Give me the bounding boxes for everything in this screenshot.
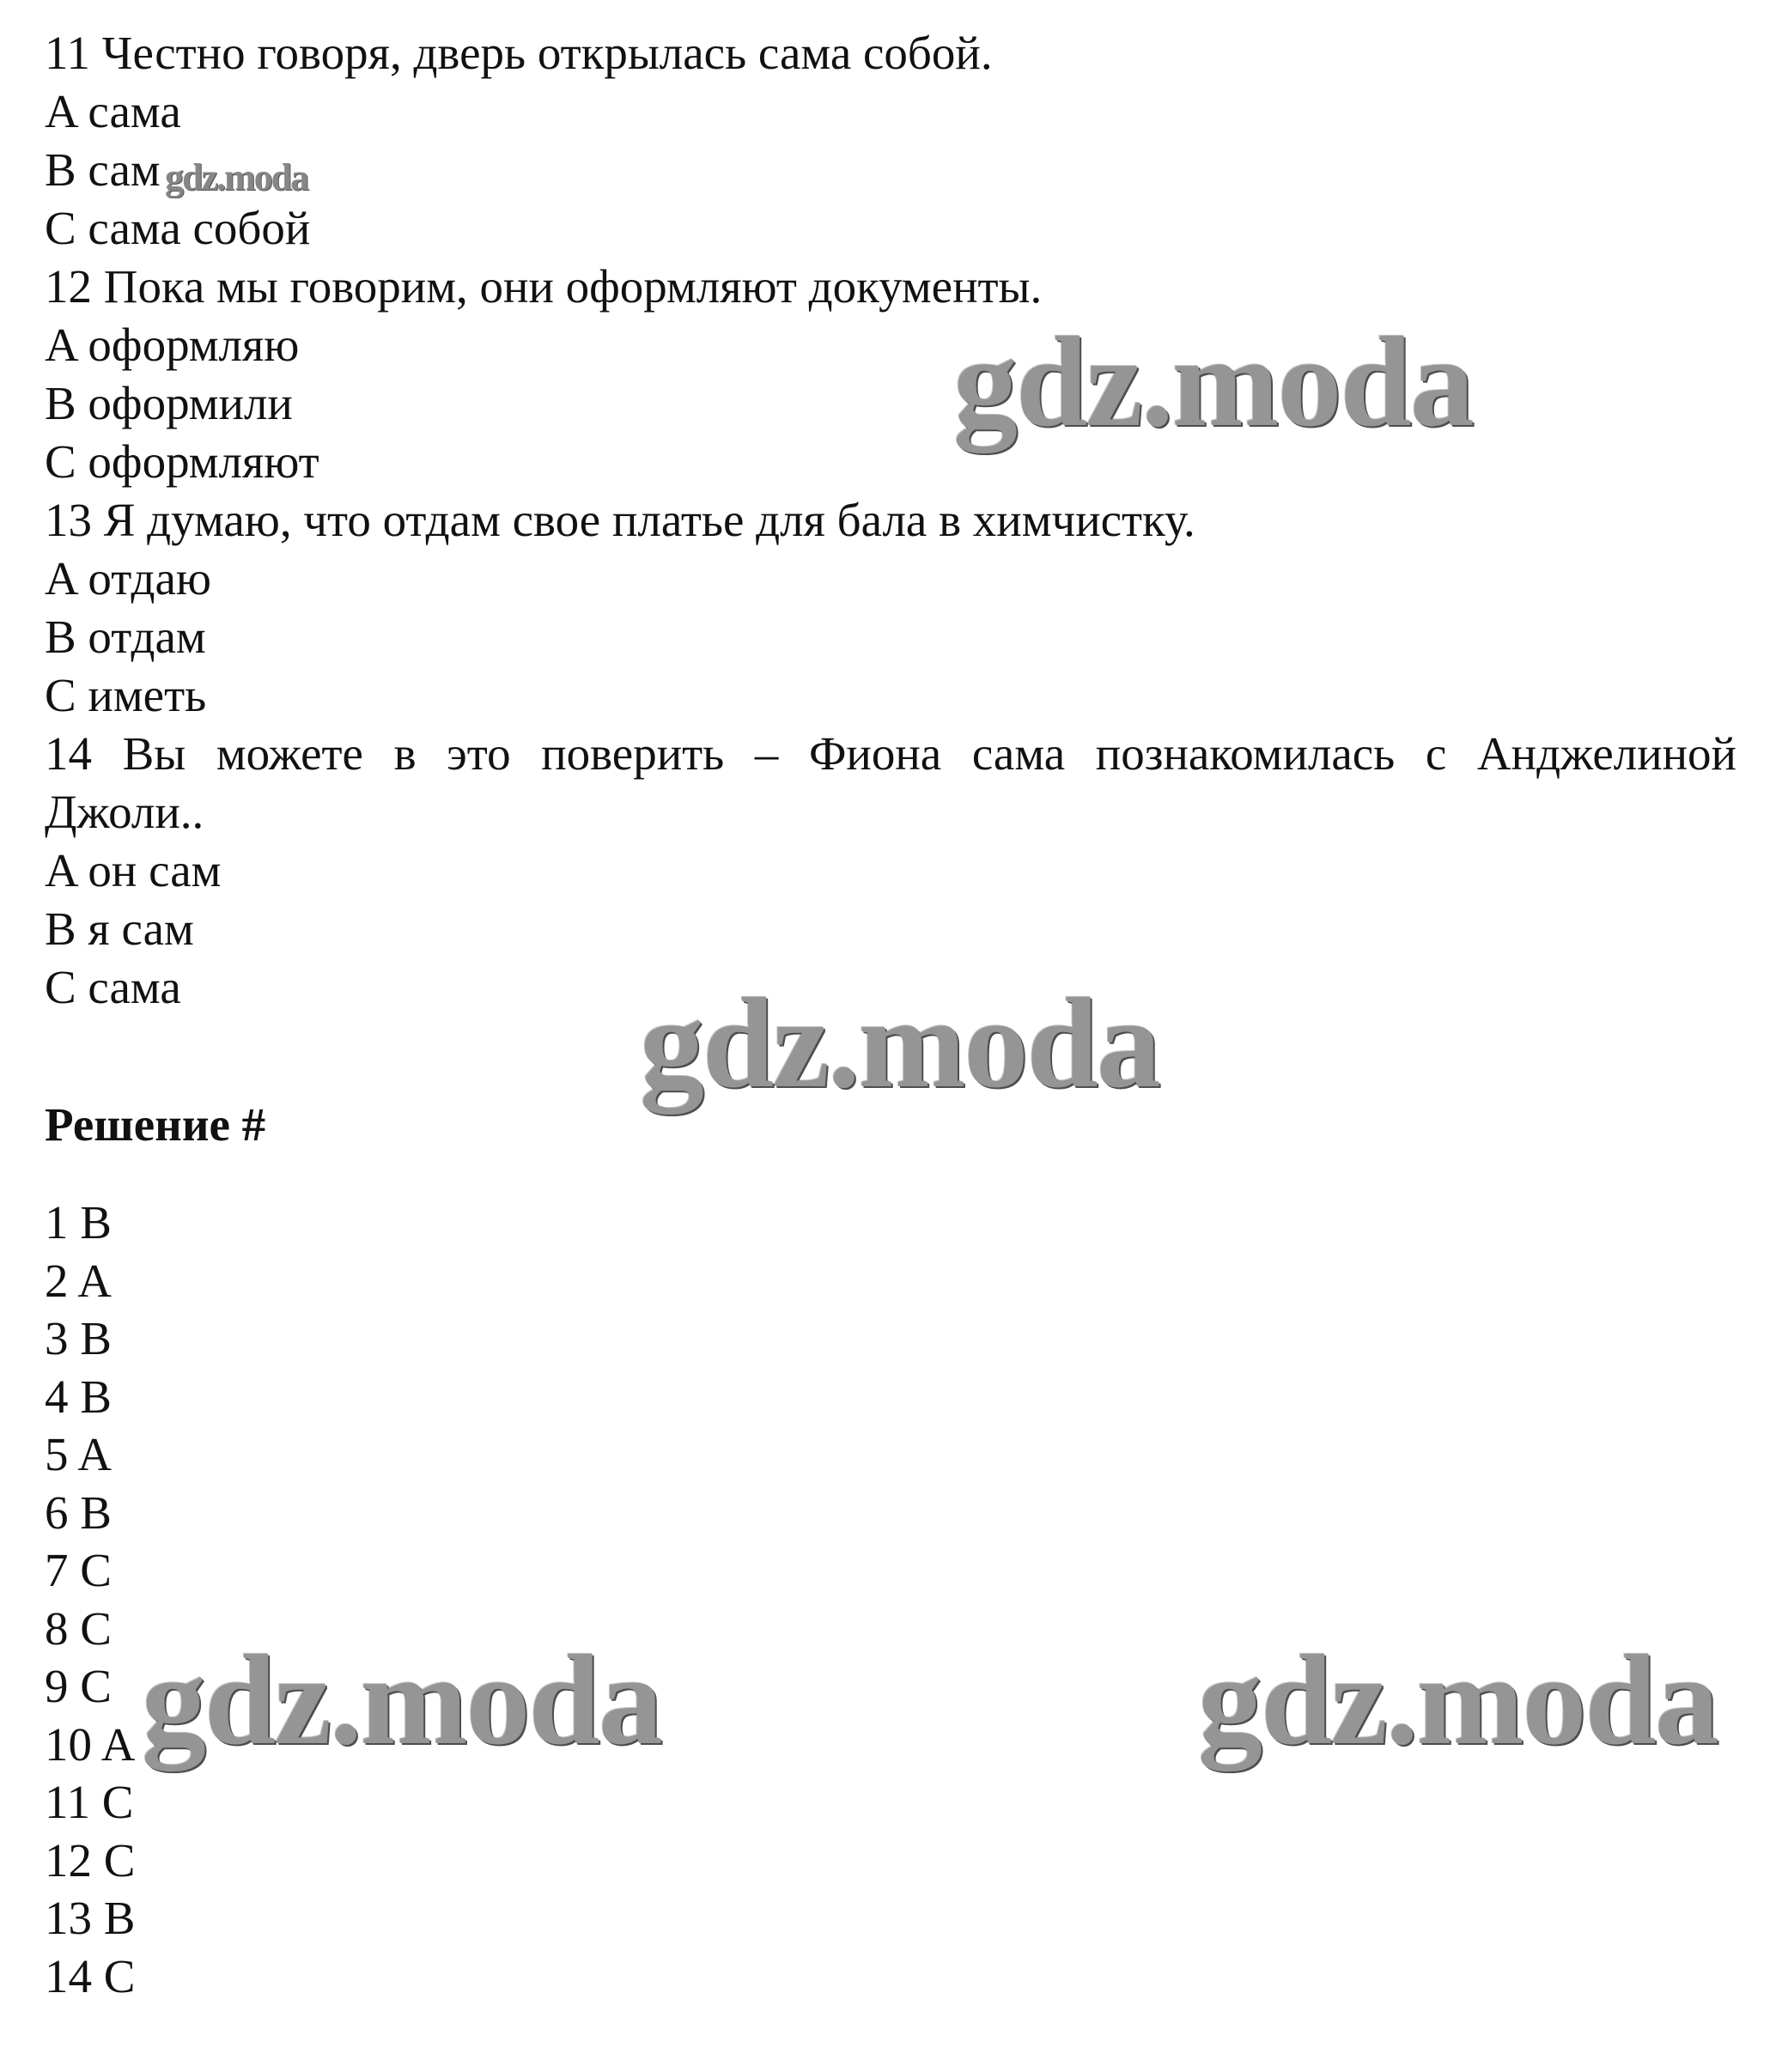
question-prompt: 12 Пока мы говорим, они оформляют документы. — [45, 260, 1043, 313]
option-a: A сама — [45, 85, 181, 137]
question-12 — [45, 258, 1736, 491]
answer-item: 4 B — [45, 1370, 112, 1423]
watermark-3: gdz.moda — [142, 1629, 661, 1771]
answer-item: 2 A — [45, 1254, 112, 1307]
option-a: A отдаю — [45, 552, 212, 605]
answer-item: 3 B — [45, 1312, 112, 1364]
answer-item: 14 C — [45, 1949, 136, 2002]
question-11 — [45, 24, 1736, 258]
question-prompt: 11 Честно говоря, дверь открылась сама собой. — [45, 27, 993, 79]
answer-item: 5 A — [45, 1428, 112, 1480]
answer-item: 10 A — [45, 1717, 136, 1771]
answer-item: 11 C — [45, 1776, 134, 1828]
option-c: C сама — [45, 961, 181, 1013]
watermark-2: gdz.moda — [640, 972, 1159, 1115]
answer-item: 8 C — [45, 1601, 112, 1655]
answer-item: 6 B — [45, 1486, 112, 1539]
option-c: C оформляют — [45, 435, 319, 488]
watermark-small: gdz.moda — [165, 156, 308, 198]
question-prompt: 13 Я думаю, что отдам свое платье для бала в химчистку. — [45, 494, 1195, 546]
watermark-4: gdz.moda — [1198, 1629, 1718, 1771]
answer-item: 7 C — [45, 1544, 112, 1596]
watermark-1: gdz.moda — [953, 311, 1473, 453]
option-b: B оформили — [45, 377, 293, 429]
question-prompt-line-1: 14 Вы можете в это поверить – Фиона сама познакомилась с Анджелиной — [45, 727, 1736, 780]
question-13 — [45, 491, 1736, 725]
answer-item: 9 C — [45, 1660, 112, 1712]
answer-list — [45, 1194, 1736, 2005]
question-prompt-line-2: Джоли.. — [45, 786, 204, 838]
option-a: A оформляю — [45, 319, 300, 371]
option-c: C сама собой — [45, 202, 311, 254]
document-body — [45, 24, 1736, 2005]
option-b: B отдам — [45, 611, 206, 663]
answer-item: 13 B — [45, 1892, 136, 1944]
option-b: B сам — [45, 143, 161, 196]
solution-heading: Решение # — [45, 1098, 266, 1151]
answer-item: 12 C — [45, 1833, 136, 1887]
option-b: B я сам — [45, 902, 194, 955]
option-c: C иметь — [45, 669, 207, 721]
answer-item: 1 B — [45, 1196, 112, 1249]
question-14 — [45, 725, 1736, 1017]
option-a: A он сам — [45, 844, 222, 896]
